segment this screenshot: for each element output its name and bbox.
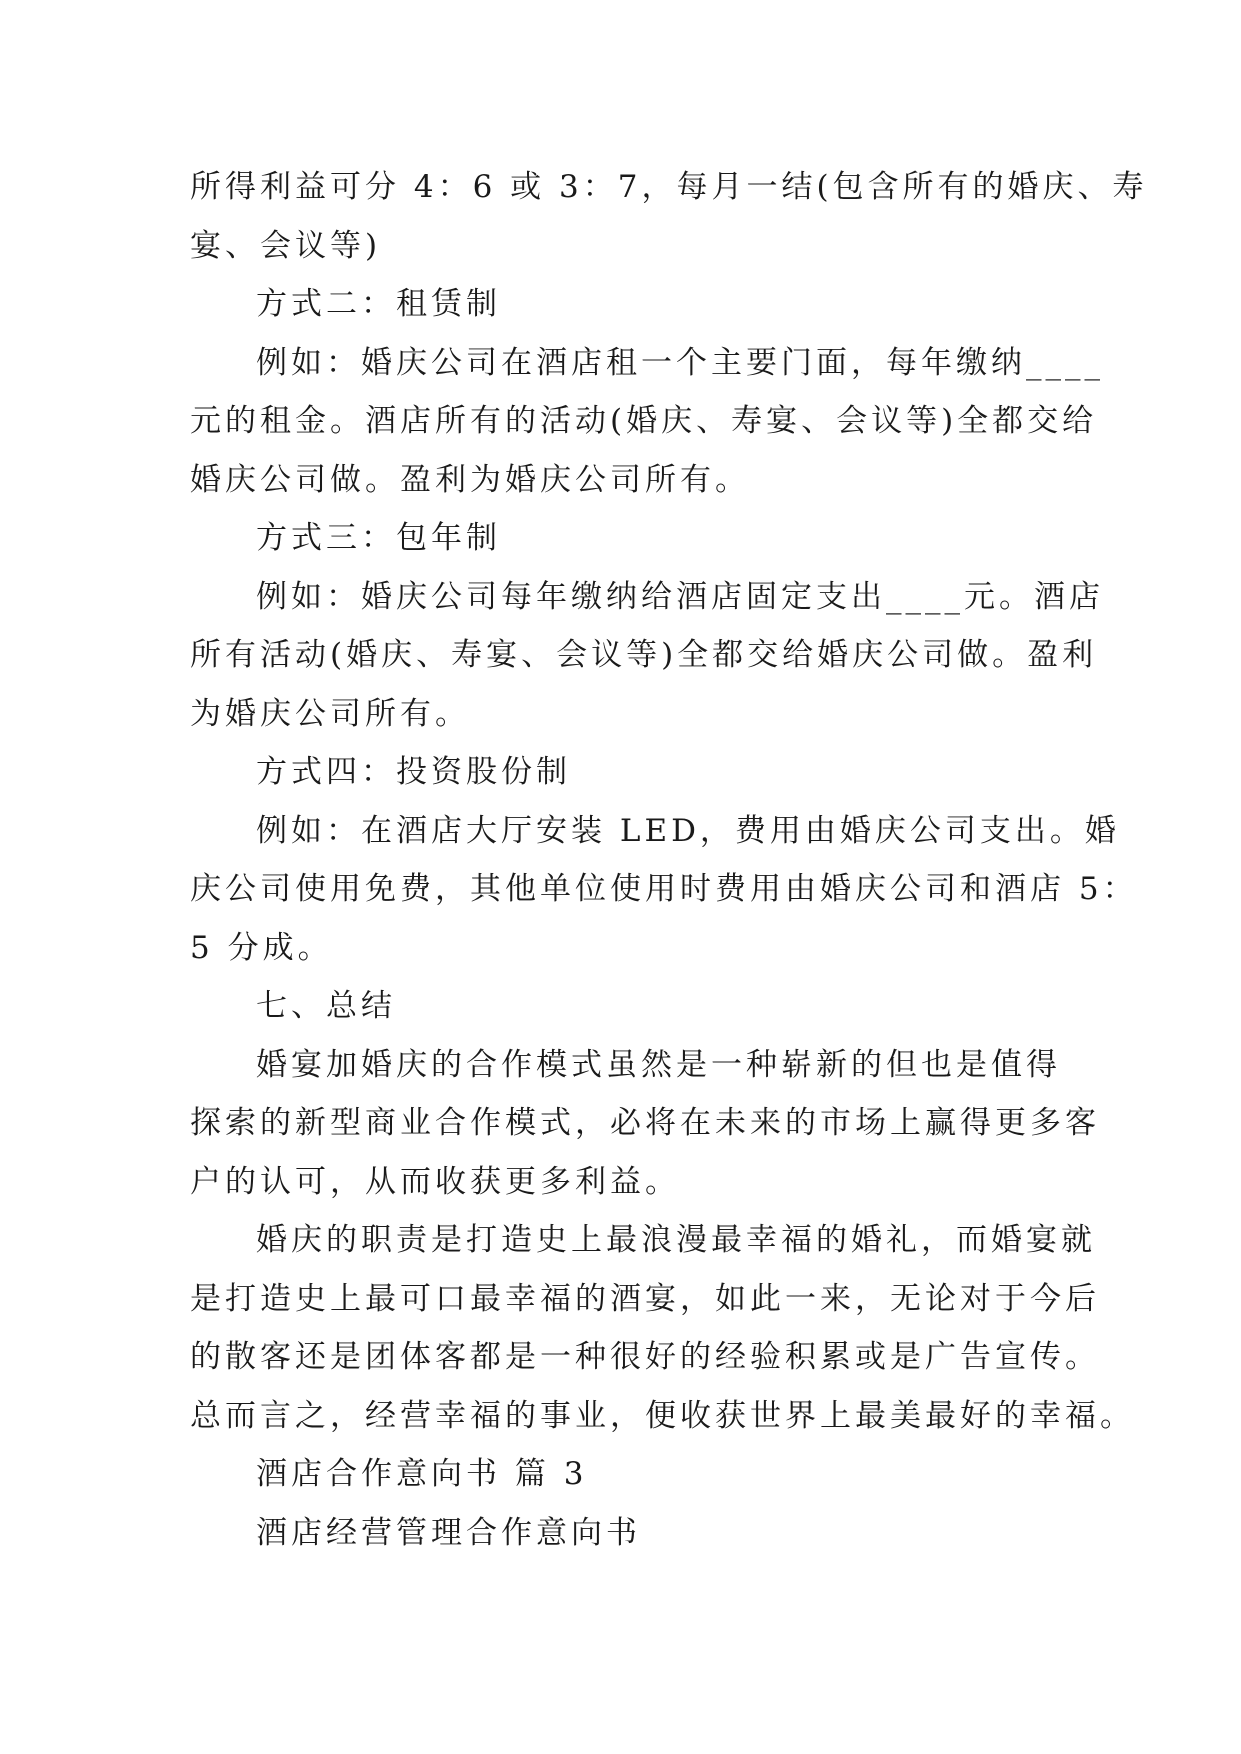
section-heading: 方式四：投资股份制: [256, 754, 571, 790]
document-title: 酒店合作意向书 篇 3: [256, 1456, 588, 1492]
text-line: 婚庆公司做。盈利为婚庆公司所有。: [190, 461, 750, 498]
text-line: 的散客还是团体客都是一种很好的经验积累或是广告宣传。: [190, 1339, 1100, 1375]
text-line: 宴、会议等): [190, 227, 382, 264]
document-body: [190, 158, 1148, 1562]
text-line: 例如：在酒店大厅安装 LED，费用由婚庆公司支出。婚: [256, 812, 1120, 849]
text-line: 所有活动(婚庆、寿宴、会议等)全都交给婚庆公司做。盈利: [190, 637, 1098, 673]
text-line: 例如：婚庆公司在酒店租一个主要门面，每年缴纳____: [256, 344, 1104, 381]
text-line: 婚庆的职责是打造史上最浪漫最幸福的婚礼，而婚宴就: [256, 1222, 1096, 1258]
text-line: 例如：婚庆公司每年缴纳给酒店固定支出____元。酒店: [256, 578, 1104, 615]
text-line: 是打造史上最可口最幸福的酒宴，如此一来，无论对于今后: [190, 1280, 1100, 1317]
section-heading: 方式三：包年制: [256, 520, 501, 556]
text-line: 为婚庆公司所有。: [190, 695, 470, 732]
document-subtitle: 酒店经营管理合作意向书: [256, 1514, 641, 1551]
text-line: 探索的新型商业合作模式，必将在未来的市场上赢得更多客: [190, 1105, 1100, 1141]
text-line: 所得利益可分 4：6 或 3：7，每月一结(包含所有的婚庆、寿: [190, 169, 1148, 205]
text-line: 5 分成。: [190, 929, 333, 966]
section-heading: 方式二：租赁制: [256, 286, 501, 322]
text-line: 庆公司使用免费，其他单位使用时费用由婚庆公司和酒店 5：: [190, 871, 1138, 907]
text-line: 元的租金。酒店所有的活动(婚庆、寿宴、会议等)全都交给: [190, 403, 1098, 439]
text-line: 总而言之，经营幸福的事业，便收获世界上最美最好的幸福。: [190, 1397, 1135, 1434]
text-line: 婚宴加婚庆的合作模式虽然是一种崭新的但也是值得: [256, 1046, 1061, 1083]
section-heading: 七、总结: [256, 988, 396, 1024]
text-line: 户的认可，从而收获更多利益。: [190, 1163, 680, 1200]
